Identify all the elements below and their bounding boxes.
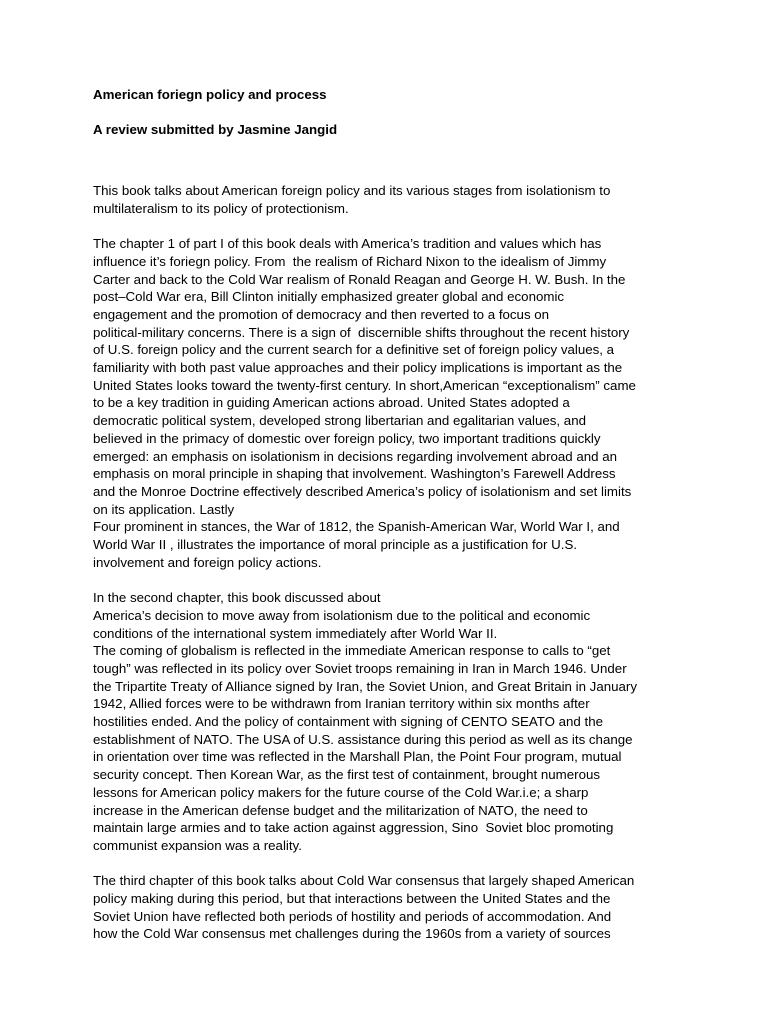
text-line: The coming of globalism is reflected in the immediate American response to calls to “get xyxy=(93,643,611,659)
text-line: Four prominent in stances, the War of 1812, the Spanish-American War, World War I, and xyxy=(93,519,620,535)
text-line: maintain large armies and to take action against aggression, Sino Soviet bloc promoting xyxy=(93,820,614,836)
text-line: conditions of the international system immediately after World War II. xyxy=(93,625,498,641)
text-line: Soviet Union have reflected both periods of hostility and periods of accommodation. And xyxy=(93,908,612,924)
text-line: hostilities ended. And the policy of containment with signing of CENTO SEATO and the xyxy=(93,714,604,730)
text-line: post–Cold War era, Bill Clinton initially emphasized greater global and economic xyxy=(93,289,565,305)
document-body xyxy=(93,182,683,943)
text-line: in orientation over time was reflected in the Marshall Plan, the Point Four program, mutual xyxy=(93,749,622,765)
text-line: and the Monroe Doctrine effectively described America’s policy of isolationism and set limits xyxy=(93,483,632,499)
text-line: policy making during this period, but that interactions between the United States and the xyxy=(93,891,611,907)
paragraph-chapter-1 xyxy=(93,235,683,571)
text-line: America’s decision to move away from isolationism due to the political and economic xyxy=(93,607,591,623)
document-page xyxy=(93,86,683,961)
text-line: multilateralism to its policy of protectionism. xyxy=(93,200,349,216)
text-line: tough” was reflected in its policy over Soviet troops remaining in Iran in March 1946. Under xyxy=(93,660,627,676)
text-line: on its application. Lastly xyxy=(93,501,235,517)
text-line: engagement and the promotion of democracy and then reverted to a focus on xyxy=(93,306,550,322)
text-line: United States looks toward the twenty-first century. In short,American “exceptionalism” came xyxy=(93,377,636,393)
text-line: democratic political system, developed strong libertarian and egalitarian values, and xyxy=(93,413,586,429)
text-line: emerged: an emphasis on isolationism in decisions regarding involvement abroad and an xyxy=(93,448,618,464)
paragraph-chapter-3 xyxy=(93,872,683,943)
text-line: emphasis on moral principle in shaping that involvement. Washington’s Farewell Address xyxy=(93,466,616,482)
text-line: communist expansion was a reality. xyxy=(93,837,302,853)
text-line: The third chapter of this book talks about Cold War consensus that largely shaped American xyxy=(93,873,635,889)
text-line: In the second chapter, this book discussed about xyxy=(93,590,381,606)
text-line: This book talks about American foreign policy and its various stages from isolationism to xyxy=(93,183,611,198)
text-line: establishment of NATO. The USA of U.S. assistance during this period as well as its change xyxy=(93,731,633,747)
text-line: involvement and foreign policy actions. xyxy=(93,554,322,570)
text-line: of U.S. foreign policy and the current search for a definitive set of foreign policy values, a xyxy=(93,342,615,358)
paragraph-intro xyxy=(93,182,683,217)
text-line: political-military concerns. There is a sign of discernible shifts throughout the recent history xyxy=(93,324,630,340)
text-line: lessons for American policy makers for the future course of the Cold War.i.e; a sharp xyxy=(93,784,589,800)
text-line: 1942, Allied forces were to be withdrawn from Iranian territory within six months after xyxy=(93,696,590,712)
paragraph-chapter-2 xyxy=(93,589,683,855)
text-line: Carter and back to the Cold War realism of Ronald Reagan and George H. W. Bush. In the xyxy=(93,271,626,287)
text-line: The chapter 1 of part I of this book deals with America’s tradition and values which has xyxy=(93,236,602,252)
text-line: the Tripartite Treaty of Alliance signed by Iran, the Soviet Union, and Great Britain in January xyxy=(93,678,637,694)
text-line: World War II , illustrates the importance of moral principle as a justification for U.S. xyxy=(93,537,578,553)
text-line: increase in the American defense budget and the militarization of NATO, the need to xyxy=(93,802,588,818)
text-line: to be a key tradition in guiding American actions abroad. United States adopted a xyxy=(93,395,570,411)
text-line: familiarity with both past value approaches and their policy implications is important as the xyxy=(93,360,623,376)
text-line: how the Cold War consensus met challenges during the 1960s from a variety of sources xyxy=(93,926,611,942)
text-line: believed in the primacy of domestic over foreign policy, two important traditions quickly xyxy=(93,430,601,446)
text-line: influence it’s foriegn policy. From the realism of Richard Nixon to the idealism of Jimmy xyxy=(93,253,607,269)
document-title: American foriegn policy and process xyxy=(93,87,327,102)
document-subtitle: A review submitted by Jasmine Jangid xyxy=(93,122,338,137)
text-line: security concept. Then Korean War, as the first test of containment, brought numerous xyxy=(93,767,601,783)
